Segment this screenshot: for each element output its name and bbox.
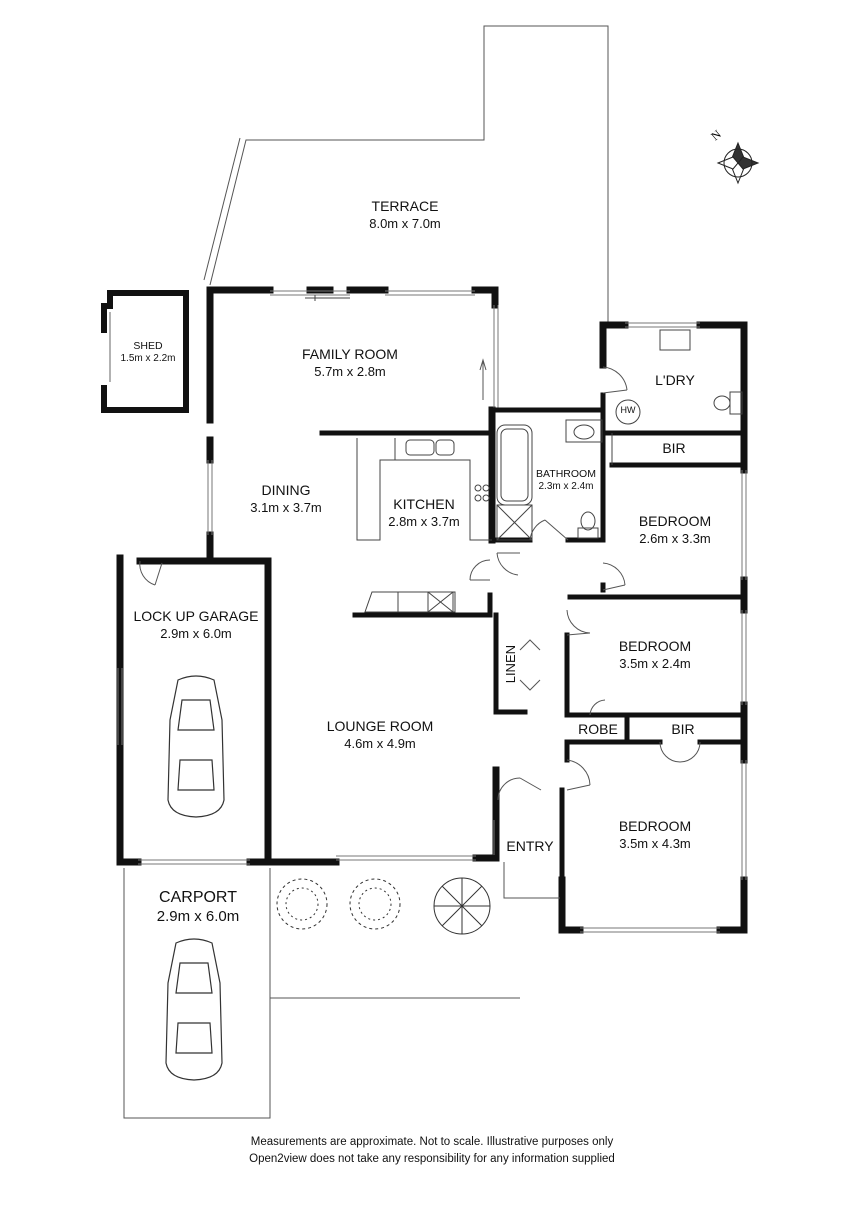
- car-garage: [168, 676, 224, 817]
- room-linen: [503, 639, 519, 689]
- room-bedroom-2: [600, 638, 710, 672]
- room-dimension: 1.5m x 2.2m: [120, 353, 176, 365]
- room-entry: [500, 838, 560, 856]
- room-name: L'DRY: [655, 372, 695, 388]
- terrace-outline: [204, 26, 608, 325]
- room-name: BIR: [671, 721, 695, 737]
- room-name: SHED: [133, 340, 163, 352]
- room-dimension: 2.3m x 2.4m: [538, 481, 594, 493]
- room-dimension: 2.9m x 6.0m: [156, 908, 240, 925]
- room-name: BIR: [662, 440, 686, 456]
- label-hw: [616, 405, 640, 416]
- disclaimer: [0, 1134, 864, 1167]
- room-dimension: 2.6m x 3.3m: [639, 530, 711, 546]
- room-terrace: [335, 198, 475, 232]
- hw-text: HW: [620, 405, 636, 415]
- room-bir-2: [658, 721, 708, 739]
- room-lounge: [310, 718, 450, 752]
- room-bir-1: [644, 440, 704, 458]
- room-name: BEDROOM: [618, 818, 692, 834]
- room-name: TERRACE: [371, 198, 439, 214]
- room-dining: [226, 482, 346, 516]
- room-name: CARPORT: [159, 889, 237, 906]
- room-name: ROBE: [578, 721, 618, 737]
- compass-rose: [718, 143, 758, 183]
- room-name: BEDROOM: [638, 513, 712, 529]
- room-carport: [128, 888, 268, 927]
- room-family: [280, 346, 420, 380]
- room-dimension: 2.9m x 6.0m: [160, 625, 232, 641]
- room-name: LOUNGE ROOM: [326, 718, 434, 734]
- sliding-door: [305, 295, 350, 301]
- room-robe: [570, 721, 626, 739]
- room-dimension: 3.5m x 2.4m: [619, 655, 691, 671]
- compass-north-label: N: [708, 126, 724, 144]
- room-name: LOCK UP GARAGE: [133, 608, 259, 624]
- room-dimension: 4.6m x 4.9m: [344, 735, 416, 751]
- garden-shrubs: [277, 878, 490, 934]
- room-dimension: 3.1m x 3.7m: [250, 499, 322, 515]
- car-carport: [166, 939, 222, 1080]
- disclaimer-line-1: Measurements are approximate. Not to scale. Illustrative purposes only: [250, 1136, 614, 1148]
- room-garage: [128, 608, 264, 642]
- room-dimension: 3.5m x 4.3m: [619, 835, 691, 851]
- room-dimension: 5.7m x 2.8m: [314, 363, 386, 379]
- room-bedroom-3: [600, 818, 710, 852]
- room-dimension: 8.0m x 7.0m: [369, 215, 441, 231]
- room-bedroom-1: [620, 513, 730, 547]
- room-name: KITCHEN: [393, 496, 455, 512]
- room-bathroom: [530, 468, 602, 494]
- room-name: FAMILY ROOM: [302, 346, 398, 362]
- room-name: LINEN: [502, 644, 518, 684]
- room-name: DINING: [261, 482, 311, 498]
- room-shed: [112, 340, 184, 366]
- room-dimension: 2.8m x 3.7m: [388, 513, 460, 529]
- disclaimer-line-2: Open2view does not take any responsibility for any information supplied: [249, 1152, 615, 1165]
- room-name: BATHROOM: [536, 468, 596, 480]
- room-name: ENTRY: [506, 838, 554, 854]
- room-kitchen: [374, 496, 474, 530]
- room-name: BEDROOM: [618, 638, 692, 654]
- room-laundry: [640, 372, 710, 390]
